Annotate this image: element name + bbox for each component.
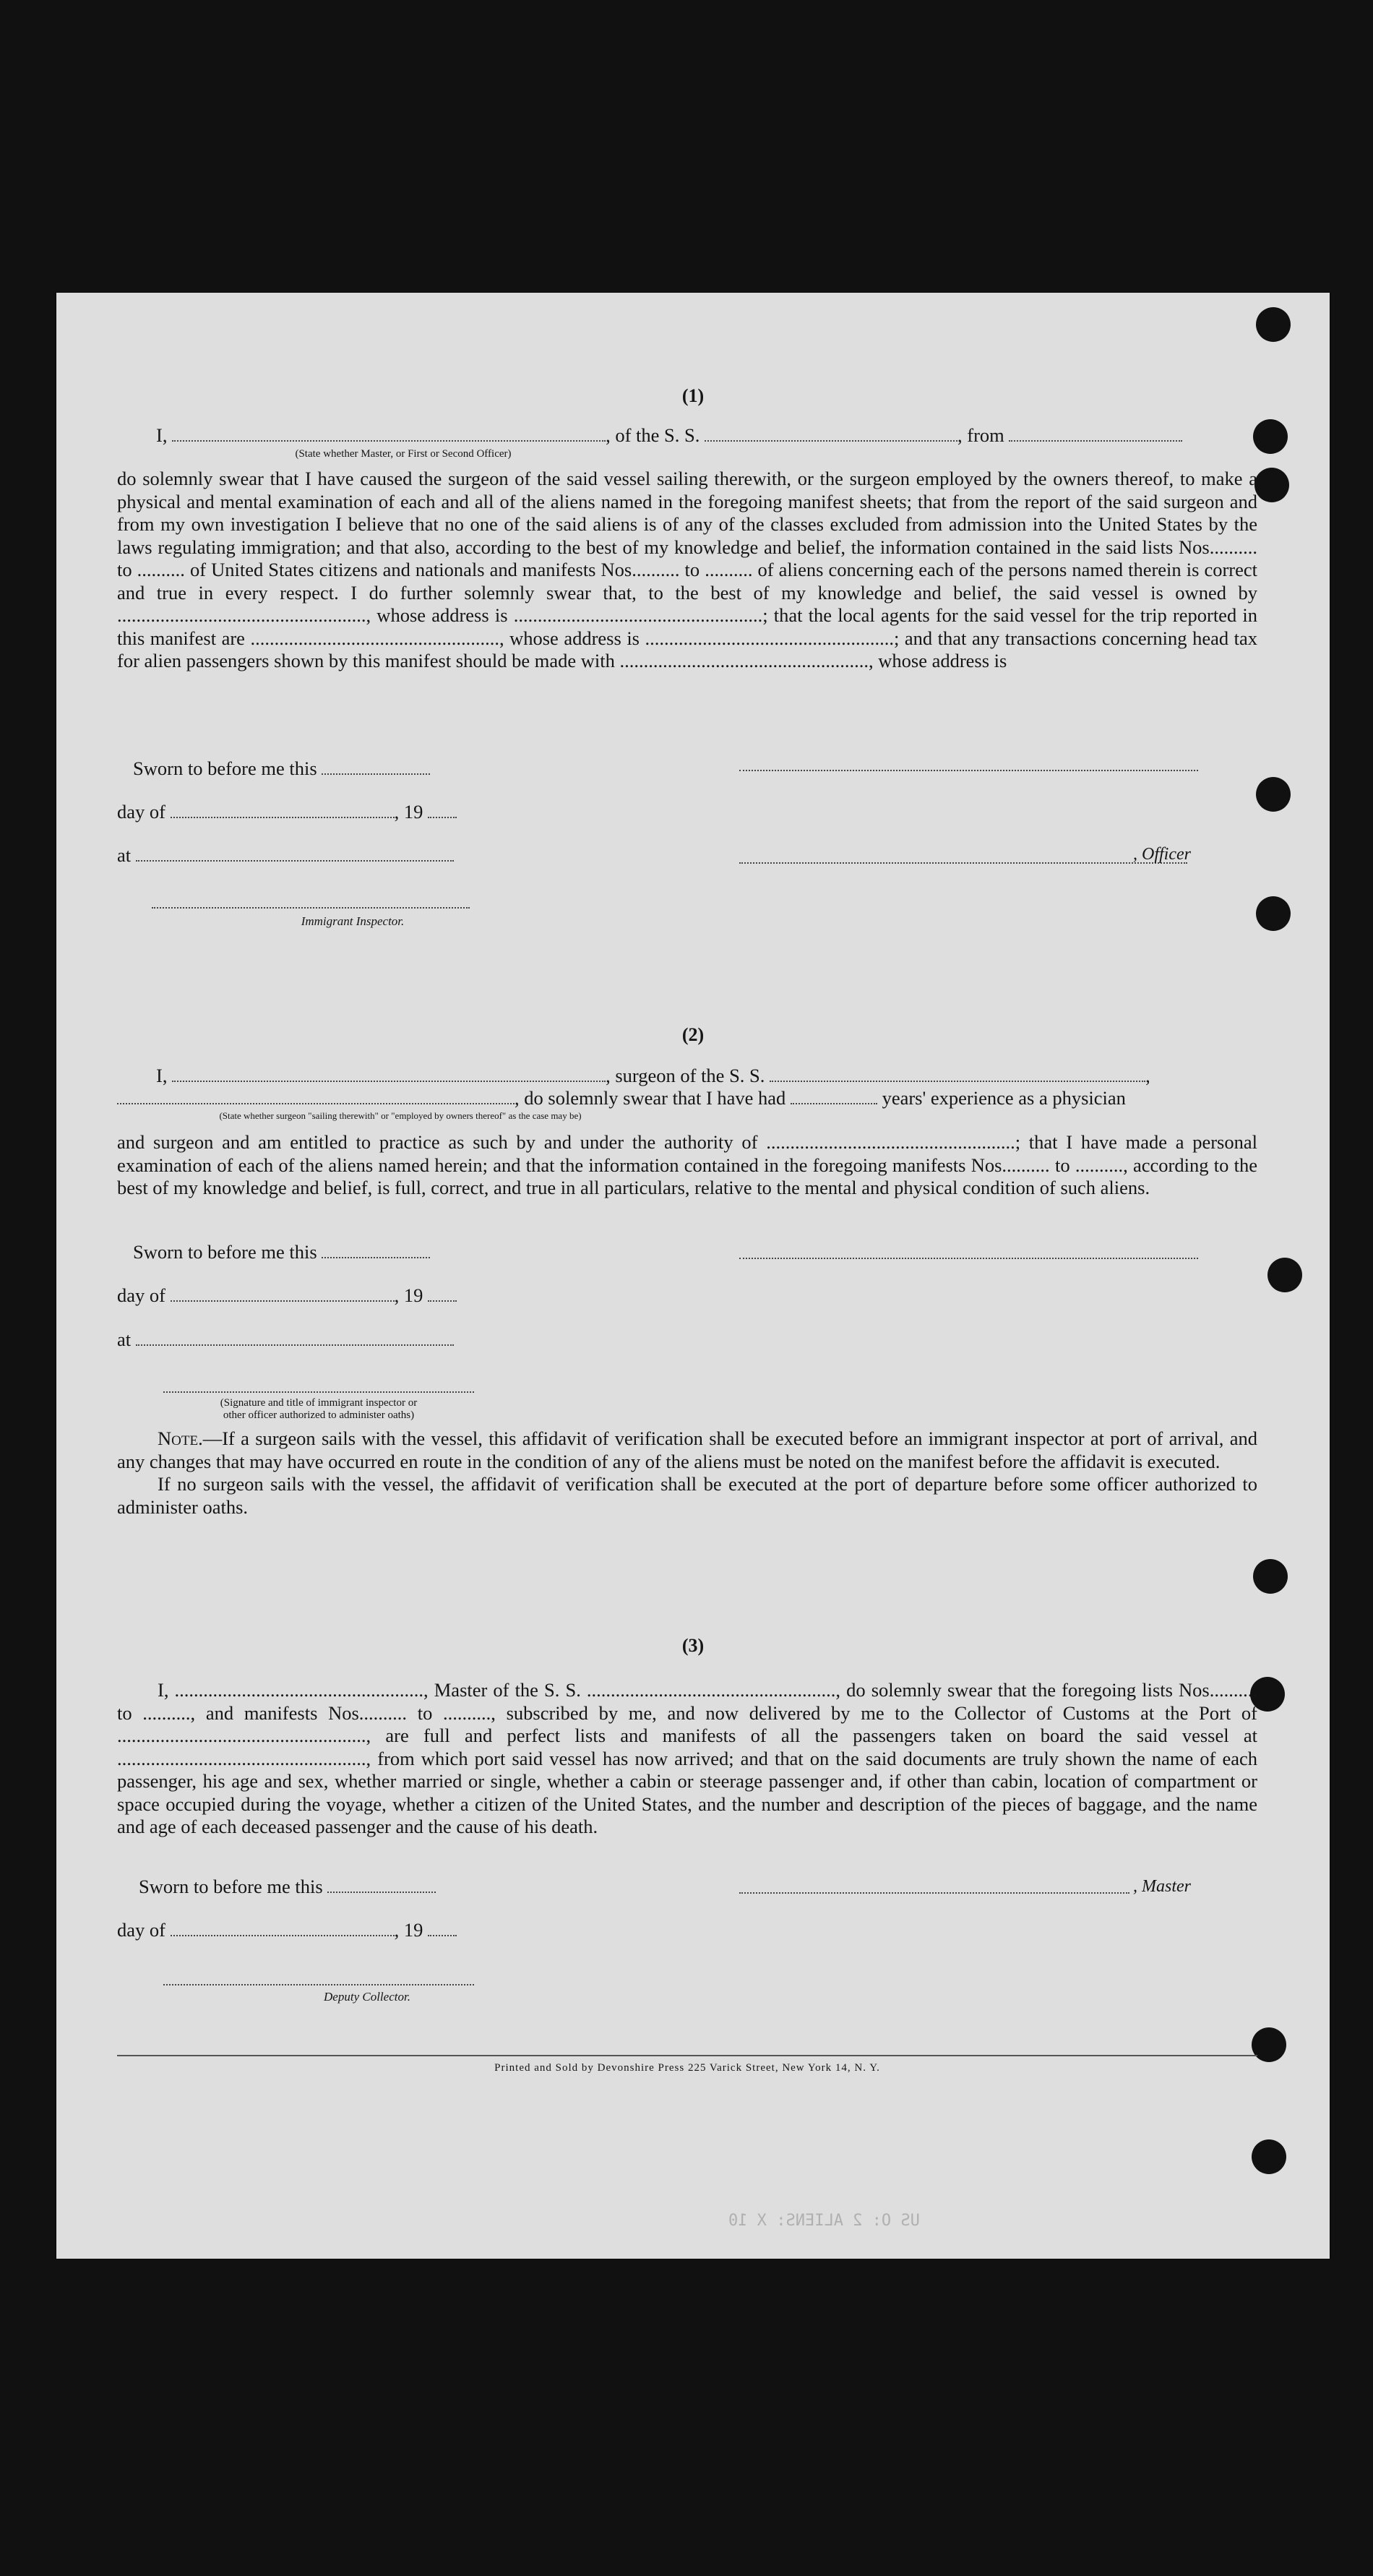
section-2-at xyxy=(117,1328,454,1351)
officer-label: , Officer xyxy=(1133,845,1191,864)
month-field xyxy=(171,802,395,818)
section-2-caption: (State whether surgeon "sailing therewith" or "employed by owners thereof" as the case may be) xyxy=(219,1110,582,1121)
section-1-day xyxy=(117,801,457,823)
signature-caption-1: (Signature and title of immigrant inspector or xyxy=(220,1397,418,1409)
section-2-day xyxy=(117,1284,457,1307)
section-1-body xyxy=(117,468,1257,673)
section-1-heading: (1) xyxy=(681,385,705,406)
section-1-at xyxy=(117,844,454,867)
surgeon-vessel-field xyxy=(770,1066,1145,1082)
year-field xyxy=(428,1920,457,1936)
deputy-collector-caption: Deputy Collector. xyxy=(324,1990,410,2004)
year-field xyxy=(428,1286,457,1302)
surgeon-signature-line xyxy=(739,1258,1198,1259)
surgeon-of-ss: , surgeon of the S. S. xyxy=(606,1065,765,1086)
month-field xyxy=(171,1286,395,1302)
note-text-1: —If a surgeon sails with the vessel, this affidavit of verification shall be executed before an immigrant inspector at port of arrival, and any changes that may have occurred en route in the condition of any of the aliens must be noted on the manifest before the affidavit is executed. xyxy=(117,1427,1257,1472)
surgeon-status-field xyxy=(117,1089,515,1104)
section-1-caption: (State whether Master, or First or Second Officer) xyxy=(295,448,512,460)
master-signature-line xyxy=(739,1892,1129,1894)
officer-signature-line-2 xyxy=(739,862,1187,864)
place-field xyxy=(136,1330,454,1346)
sworn-label: Sworn to before me this xyxy=(139,1876,323,1897)
inspector-signature-line xyxy=(152,907,470,909)
punch-hole xyxy=(1252,2139,1286,2174)
day-of-label: day of xyxy=(117,1919,165,1941)
manifest-page xyxy=(56,293,1330,2259)
month-field xyxy=(171,1920,395,1936)
section-1-from: , from xyxy=(957,424,1004,446)
immigrant-inspector-caption: Immigrant Inspector. xyxy=(301,914,405,928)
year-label: , 19 xyxy=(394,801,423,823)
year-field xyxy=(428,802,457,818)
master-name-field xyxy=(172,426,606,442)
punch-hole xyxy=(1256,896,1291,931)
note xyxy=(117,1427,1257,1519)
punch-hole xyxy=(1267,1258,1302,1292)
section-3-day xyxy=(117,1919,457,1941)
section-2-body xyxy=(117,1131,1257,1200)
section-2-sworn xyxy=(133,1241,430,1263)
section-1-first-line xyxy=(156,424,1182,447)
day-of-label: day of xyxy=(117,1284,165,1306)
punch-hole xyxy=(1253,419,1288,454)
collector-signature-line xyxy=(163,1984,474,1985)
surgeon-name-field xyxy=(172,1066,606,1082)
sworn-day-field xyxy=(322,1242,430,1258)
section-2-second-line xyxy=(117,1087,1126,1109)
section-1-body-text: do solemnly swear that I have caused the surgeon of the said vessel sailing therewith, or the surgeon employed by the owners thereof, to make a physical and mental examination of each and all of the aliens named in the foregoing manifest sheets; that from the report of the said surgeon and from my own investigation I believe that no one of the said aliens is of any of the classes excluded from admission into the United States by the laws regulating immigration; and that also, according to the best of my knowledge and belief, the information contained in the said lists Nos.......... to .......... of United States citizens and nationals and manifests Nos.......... to .......... of aliens concerning each of the persons named therein is correct and true in every respect. I do further solemnly swear that, to the best of my knowledge and belief, the said vessel is owned by ...................................................., whose address is ....................................................; that the local agents for the said vessel for the trip reported in this manifest are ...................................................., whose address is ....................................................; and that any transactions concerning head tax for alien passengers shown by this manifest should be made with ...................................................., whose address is xyxy=(117,468,1257,671)
footer-rule xyxy=(117,2055,1257,2056)
place-field xyxy=(136,846,454,862)
do-solemnly-swear: , do solemnly swear that I have had xyxy=(515,1087,786,1109)
from-port-field xyxy=(1009,426,1182,442)
vessel-name-field xyxy=(705,426,957,442)
officer-signature-line-1 xyxy=(739,770,1198,771)
signature-caption-2: other officer authorized to administer oaths) xyxy=(223,1409,415,1421)
section-2-i: I, xyxy=(156,1065,168,1086)
years-field xyxy=(791,1089,877,1104)
section-3-body-text: I, ...................................................., Master of the S. S. ...................................................., do solemnly swear that the foregoing lists Nos.......... to .........., and manifests Nos.......... to .........., subscribed by me, and now delivered by me to the Collector of Customs at the Port of ...................................................., are full and perfect lists and manifests of all the passengers taken on board the said vessel at ...................................................., from which port said vessel has now arrived; and that on the said documents are truly shown the name of each passenger, his age and sex, whether married or single, whether a cabin or steerage passenger and, if other than cabin, location of compartment or space occupied during the voyage, whether a citizen of the United States, and the number and description of the pieces of baggage, and the name and age of each deceased passenger and the cause of his death. xyxy=(117,1679,1257,1837)
punch-hole xyxy=(1253,1559,1288,1594)
section-3-heading: (3) xyxy=(681,1635,705,1656)
printer-imprint: Printed and Sold by Devonshire Press 225 Varick Street, New York 14, N. Y. xyxy=(494,2062,880,2074)
years-experience: years' experience as a physician xyxy=(882,1087,1126,1109)
at-label: at xyxy=(117,1328,132,1350)
section-1-sworn xyxy=(133,757,430,780)
section-2-first-line: I, , surgeon of the S. S. , xyxy=(156,1065,1150,1086)
note-label: Note. xyxy=(158,1427,203,1449)
section-3-body xyxy=(117,1679,1257,1839)
year-label: , 19 xyxy=(394,1919,423,1941)
bleed-through-stamp: US O: 2 ALIENS: X 10 xyxy=(728,2212,920,2230)
sworn-day-field xyxy=(322,759,430,775)
section-3-sworn xyxy=(139,1876,436,1898)
section-1-of-ss: , of the S. S. xyxy=(606,424,700,446)
note-text-2: If no surgeon sails with the vessel, the affidavit of verification shall be executed at the port of departure before some officer authorized to administer oaths. xyxy=(117,1473,1257,1518)
punch-hole xyxy=(1254,468,1289,502)
section-2-body-text: and surgeon and am entitled to practice as such by and under the authority of ....................................................; that I have made a personal examination of each of the aliens named herein; and that the information contained in the foregoing manifests Nos.......... to .........., according to the best of my knowledge and belief, is full, correct, and true in all particulars, relative to the mental and physical condition of such aliens. xyxy=(117,1131,1257,1198)
at-label: at xyxy=(117,844,132,866)
punch-hole xyxy=(1256,307,1291,342)
day-of-label: day of xyxy=(117,801,165,823)
sworn-label: Sworn to before me this xyxy=(133,1241,317,1263)
year-label: , 19 xyxy=(394,1284,423,1306)
sworn-label: Sworn to before me this xyxy=(133,757,317,779)
section-2-heading: (2) xyxy=(681,1024,705,1045)
punch-hole xyxy=(1256,777,1291,812)
sworn-day-field xyxy=(327,1877,436,1893)
inspector-signature-line xyxy=(163,1391,474,1393)
master-label: , Master xyxy=(1133,1877,1191,1896)
punch-hole xyxy=(1252,2027,1286,2062)
section-1-i: I, xyxy=(156,424,168,446)
